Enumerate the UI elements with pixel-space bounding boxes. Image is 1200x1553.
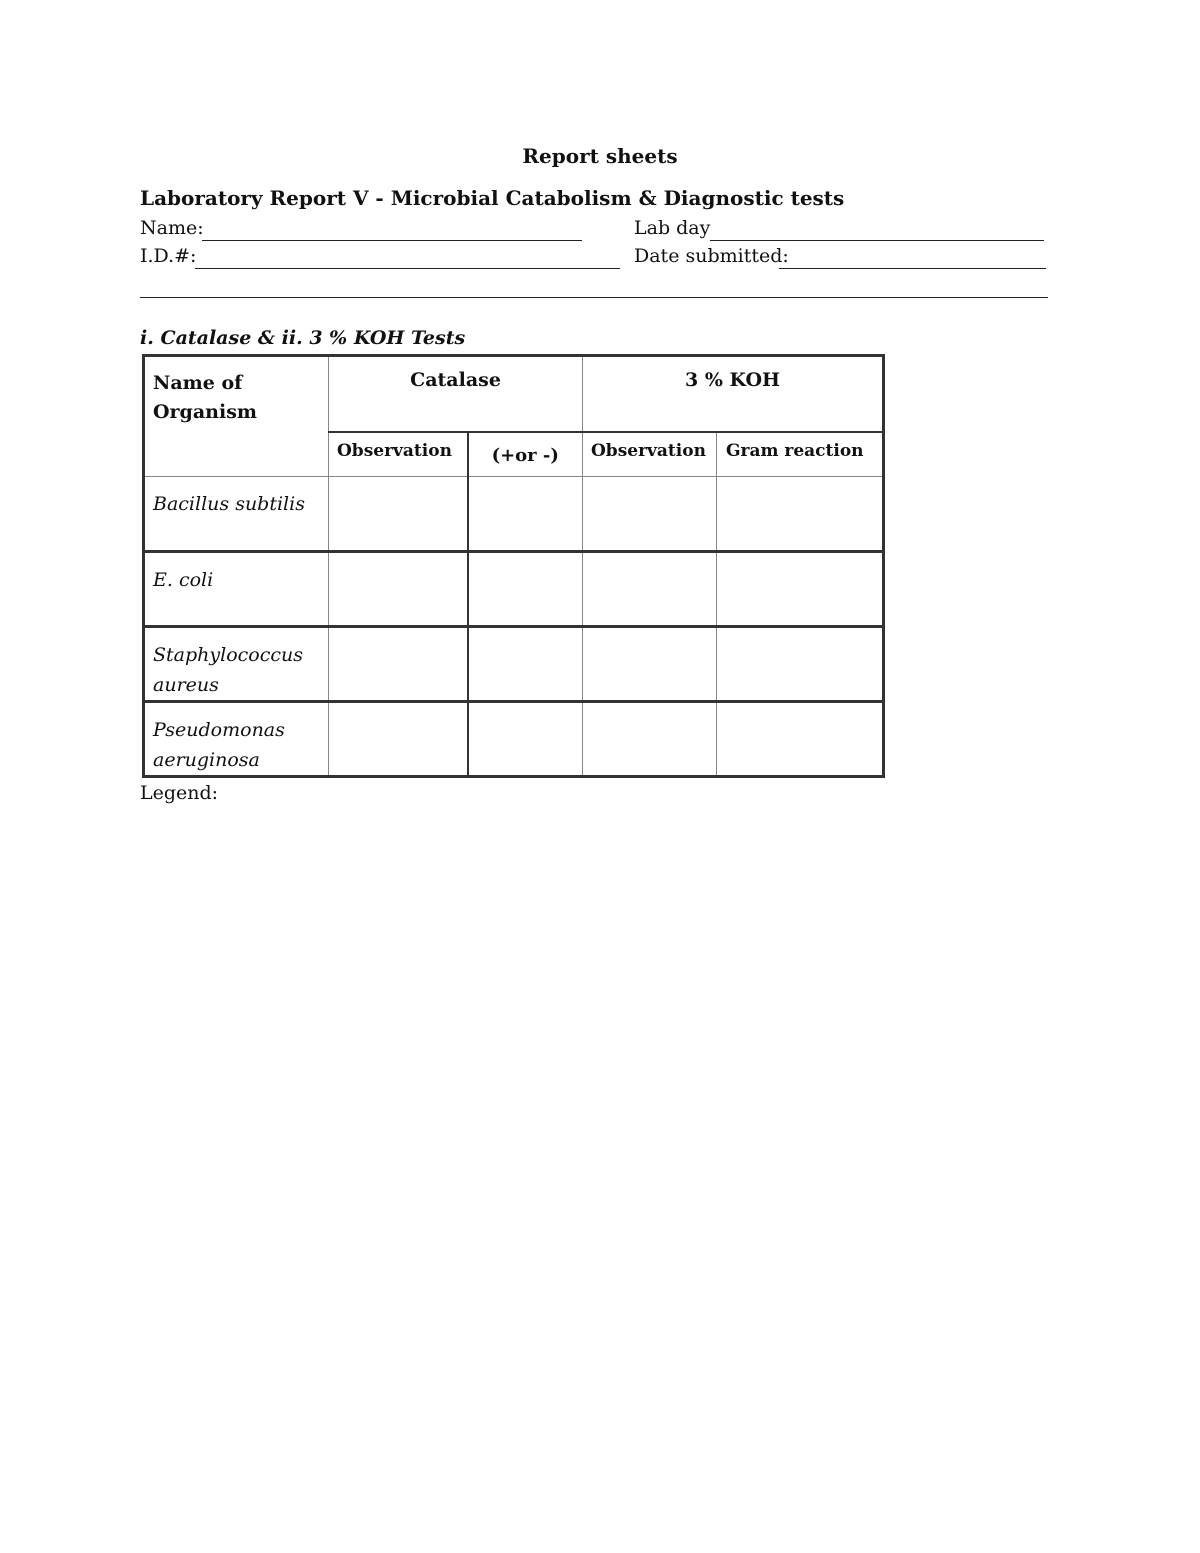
table-row [144, 702, 884, 777]
catalase-observation-cell[interactable] [329, 552, 468, 627]
id-field[interactable] [195, 268, 620, 269]
name-label: Name: [140, 217, 204, 239]
koh-observation-cell[interactable] [583, 477, 717, 552]
catalase-observation-cell[interactable] [329, 627, 468, 702]
table-row [144, 627, 884, 702]
section-title: i. Catalase & ii. 3 % KOH Tests [140, 327, 466, 349]
date-submitted-label: Date submitted: [634, 245, 789, 267]
organism-cell: Staphylococcus aureus [144, 627, 329, 702]
legend-label: Legend: [140, 782, 219, 804]
catalase-sign-cell[interactable] [468, 552, 583, 627]
koh-observation-cell[interactable] [583, 627, 717, 702]
catalase-sign-cell[interactable] [468, 477, 583, 552]
organism-cell: E. coli [144, 552, 329, 627]
table-row [144, 477, 884, 552]
organism-cell: Pseudomonas aeruginosa [144, 702, 329, 777]
catalase-observation-cell[interactable] [329, 702, 468, 777]
page-title: Report sheets [522, 144, 678, 168]
koh-observation-cell[interactable] [583, 702, 717, 777]
subheader-koh-gram: Gram reaction [717, 432, 884, 477]
koh-observation-cell[interactable] [583, 552, 717, 627]
header-catalase: Catalase [329, 356, 583, 432]
koh-gram-cell[interactable] [717, 702, 884, 777]
lab-day-label: Lab day [634, 217, 711, 239]
koh-gram-cell[interactable] [717, 627, 884, 702]
table-row [144, 552, 884, 627]
id-label: I.D.#: [140, 245, 197, 267]
catalase-sign-cell[interactable] [468, 627, 583, 702]
subheader-catalase-observation: Observation [329, 432, 468, 477]
name-field[interactable] [202, 240, 582, 241]
catalase-observation-cell[interactable] [329, 477, 468, 552]
subheader-catalase-sign: (+or -) [468, 432, 583, 477]
catalase-sign-cell[interactable] [468, 702, 583, 777]
subheader-koh-observation: Observation [583, 432, 717, 477]
koh-gram-cell[interactable] [717, 477, 884, 552]
koh-gram-cell[interactable] [717, 552, 884, 627]
header-name-of-organism: Name of Organism [144, 356, 329, 477]
divider-line [140, 297, 1048, 298]
results-table [142, 354, 885, 778]
organism-cell: Bacillus subtilis [144, 477, 329, 552]
lab-day-field[interactable] [710, 240, 1044, 241]
header-koh: 3 % KOH [583, 356, 884, 432]
report-subtitle: Laboratory Report V - Microbial Catabolism & Diagnostic tests [140, 186, 845, 210]
date-submitted-field[interactable] [779, 268, 1046, 269]
